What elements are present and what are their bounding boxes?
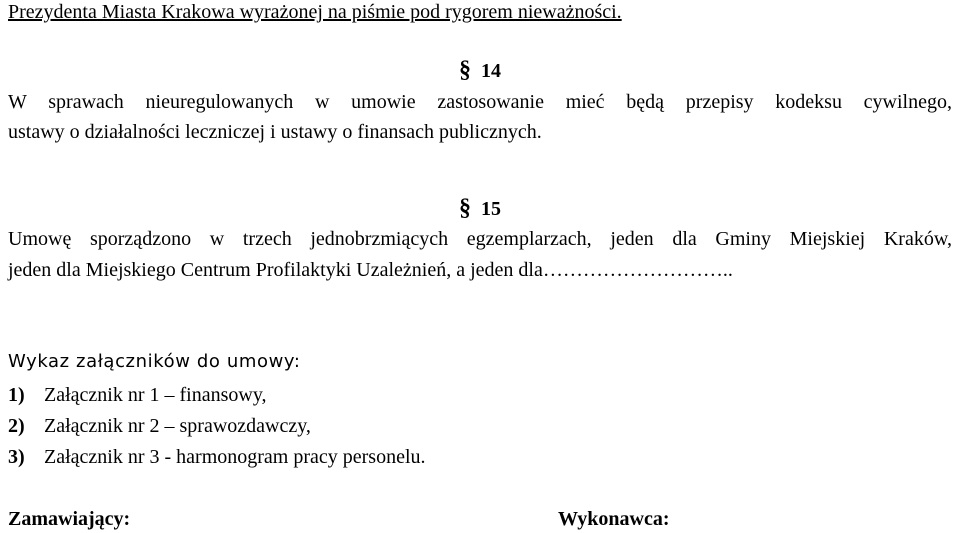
attachments-heading: Wykaz załączników do umowy: [8, 351, 301, 372]
attachment-index: 2) [8, 415, 25, 437]
section-14-line-2: ustawy o działalności leczniczej i ustawy o finansach publicznych. [8, 121, 542, 143]
section-sign-icon: § [459, 195, 471, 221]
attachment-index: 1) [8, 384, 25, 406]
section-14-line-1-text: W sprawach nieuregulowanych w umowie zastosowanie mieć będą przepisy kodeksu cywilnego, [8, 91, 952, 113]
intro-tail-text: Prezydenta Miasta Krakowa wyrażonej na piśmie pod rygorem nieważności. [8, 1, 622, 23]
section-sign-icon: § [459, 57, 471, 83]
attachment-item [8, 447, 426, 467]
attachment-text: Załącznik nr 1 – finansowy, [44, 384, 267, 406]
attachment-item [8, 416, 311, 436]
signature-right-label: Wykonawca: [558, 508, 670, 530]
section-14-heading [0, 58, 960, 82]
section-15-number: 15 [481, 198, 501, 220]
section-15-line-1-text: Umowę sporządzono w trzech jednobrzmiących egzemplarzach, jeden dla Gminy Miejskiej Kraków, [8, 228, 952, 250]
attachment-text: Załącznik nr 2 – sprawozdawczy, [44, 415, 311, 437]
section-14-line-1 [8, 92, 952, 112]
section-15-line-1 [8, 229, 952, 249]
section-14-number: 14 [481, 60, 501, 82]
attachment-index: 3) [8, 446, 25, 468]
attachment-item [8, 385, 267, 405]
signature-left-label: Zamawiający: [8, 508, 131, 530]
section-15-line-2: jeden dla Miejskiego Centrum Profilaktyki Uzależnień, a jeden dla……………………….. [8, 259, 733, 281]
attachment-text: Załącznik nr 3 - harmonogram pracy personelu. [44, 446, 426, 468]
section-15-heading [0, 196, 960, 220]
